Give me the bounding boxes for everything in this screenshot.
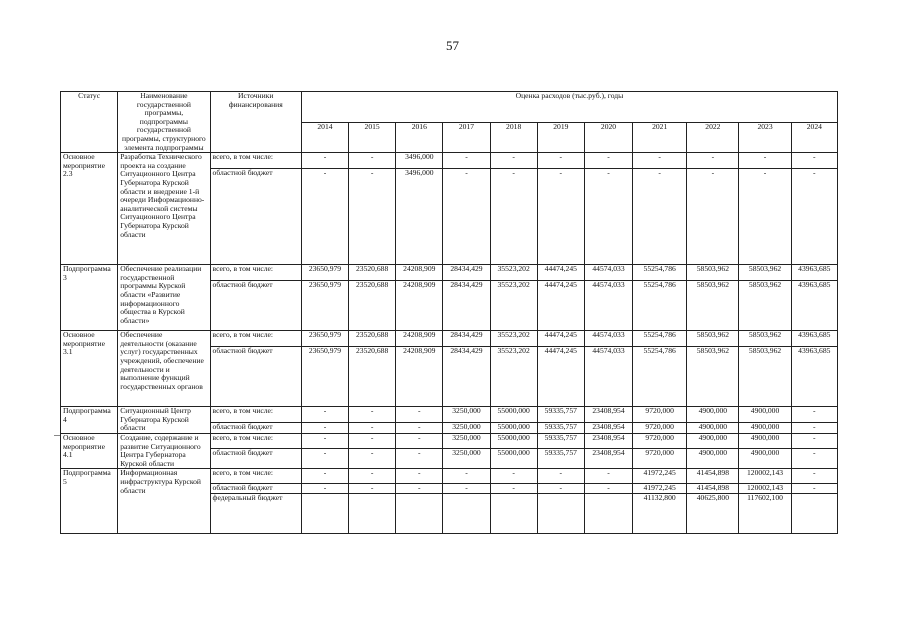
value-cell: 35523,202 (490, 265, 537, 281)
row-name: Создание, содержание и развитие Ситуационного Центра Губернатора Курской области (118, 433, 210, 468)
value-cell: - (791, 407, 837, 422)
year-header: 2021 (633, 122, 687, 153)
value-cell: - (490, 484, 537, 494)
value-cell: 44474,245 (537, 347, 584, 407)
value-cell: - (791, 153, 837, 169)
value-cell: 23650,979 (301, 347, 348, 407)
funding-source: всего, в том числе: (210, 331, 301, 347)
value-cell: 28434,429 (443, 281, 490, 331)
row-status: Подпрограмма 5 (61, 469, 118, 534)
year-header: 2020 (584, 122, 632, 153)
value-cell: 35523,202 (490, 331, 537, 347)
value-cell: 41454,898 (687, 469, 739, 484)
value-cell (584, 493, 632, 533)
value-cell: - (584, 469, 632, 484)
value-cell: 59335,757 (537, 449, 584, 469)
year-header: 2019 (537, 122, 584, 153)
year-header: 2015 (349, 122, 396, 153)
value-cell: - (443, 169, 490, 265)
value-cell: - (584, 153, 632, 169)
value-cell: 59335,757 (537, 433, 584, 448)
year-header: 2023 (739, 122, 791, 153)
table-row (61, 469, 838, 484)
value-cell: 3250,000 (443, 433, 490, 448)
value-cell: 3250,000 (443, 422, 490, 433)
value-cell: 120002,143 (739, 469, 791, 484)
year-header: 2024 (791, 122, 837, 153)
value-cell: 58503,962 (739, 347, 791, 407)
funding-source: всего, в том числе: (210, 265, 301, 281)
value-cell: 4900,000 (739, 449, 791, 469)
value-cell: - (687, 153, 739, 169)
value-cell: 9720,000 (633, 407, 687, 422)
value-cell: 9720,000 (633, 449, 687, 469)
value-cell: - (301, 169, 348, 265)
row-name: Обеспечение реализации государственной программы Курской области «Развитие информационного общества в Курской области» (118, 265, 210, 331)
value-cell: - (396, 469, 443, 484)
value-cell: - (791, 469, 837, 484)
value-cell: 55254,786 (633, 331, 687, 347)
value-cell (349, 493, 396, 533)
value-cell: 23520,688 (349, 347, 396, 407)
funding-source: областной бюджет (210, 484, 301, 494)
value-cell: - (349, 407, 396, 422)
value-cell: 44574,033 (584, 281, 632, 331)
value-cell: 9720,000 (633, 422, 687, 433)
value-cell: 55254,786 (633, 265, 687, 281)
row-name: Обеспечение деятельности (оказание услуг) государственных учреждений, обеспечение деятельности и выполнение функций государственных органов (118, 331, 210, 407)
value-cell: 24208,909 (396, 265, 443, 281)
table-row (61, 407, 838, 422)
margin-mark (54, 435, 60, 436)
value-cell: 44474,245 (537, 331, 584, 347)
value-cell: - (349, 169, 396, 265)
value-cell: - (443, 153, 490, 169)
value-cell: 24208,909 (396, 347, 443, 407)
value-cell: - (739, 153, 791, 169)
value-cell: 55000,000 (490, 422, 537, 433)
value-cell: 117602,100 (739, 493, 791, 533)
value-cell: 35523,202 (490, 281, 537, 331)
year-header: 2017 (443, 122, 490, 153)
value-cell: - (537, 484, 584, 494)
year-header: 2014 (301, 122, 348, 153)
value-cell: 58503,962 (687, 265, 739, 281)
value-cell: - (396, 422, 443, 433)
value-cell: 23408,954 (584, 433, 632, 448)
row-name: Разработка Технического проекта на создание Ситуационного Центра Губернатора Курской области и внедрение 1-й очереди Информационно-аналитической системы Ситуационного Центра Губернатора Курской области (118, 153, 210, 265)
value-cell: - (633, 153, 687, 169)
row-name: Информационная инфраструктура Курской области (118, 469, 210, 534)
value-cell (443, 493, 490, 533)
value-cell: 59335,757 (537, 407, 584, 422)
row-status: Основное мероприятие 3.1 (61, 331, 118, 407)
value-cell: 58503,962 (739, 331, 791, 347)
value-cell: 44574,033 (584, 265, 632, 281)
value-cell: 24208,909 (396, 281, 443, 331)
value-cell: 43963,685 (791, 331, 837, 347)
table-row (61, 265, 838, 281)
header-sources: Источники финансирования (210, 92, 301, 153)
header-status: Статус (61, 92, 118, 153)
value-cell: - (537, 153, 584, 169)
value-cell: 55000,000 (490, 407, 537, 422)
value-cell: 58503,962 (687, 331, 739, 347)
value-cell: - (443, 469, 490, 484)
funding-source: всего, в том числе: (210, 433, 301, 448)
value-cell: 44474,245 (537, 265, 584, 281)
value-cell: 4900,000 (687, 422, 739, 433)
row-status: Подпрограмма 3 (61, 265, 118, 331)
header-estimate: Оценка расходов (тыс.руб.), годы (301, 92, 837, 123)
value-cell: 23520,688 (349, 281, 396, 331)
value-cell: - (443, 484, 490, 494)
value-cell: 4900,000 (687, 407, 739, 422)
value-cell: 58503,962 (687, 281, 739, 331)
value-cell (791, 493, 837, 533)
value-cell: - (490, 153, 537, 169)
value-cell: 55254,786 (633, 347, 687, 407)
value-cell: - (301, 407, 348, 422)
value-cell: 28434,429 (443, 331, 490, 347)
value-cell: 55254,786 (633, 281, 687, 331)
value-cell: 3496,000 (396, 169, 443, 265)
value-cell: - (791, 484, 837, 494)
value-cell: 120002,143 (739, 484, 791, 494)
table-row (61, 153, 838, 169)
value-cell: 3250,000 (443, 449, 490, 469)
value-cell: - (791, 449, 837, 469)
value-cell (537, 493, 584, 533)
value-cell: - (349, 469, 396, 484)
value-cell: 23520,688 (349, 265, 396, 281)
value-cell (490, 493, 537, 533)
funding-source: федеральный бюджет (210, 493, 301, 533)
value-cell: 58503,962 (687, 347, 739, 407)
row-status: Подпрограмма 4 (61, 407, 118, 434)
value-cell: 43963,685 (791, 281, 837, 331)
value-cell: - (396, 484, 443, 494)
funding-source: областной бюджет (210, 281, 301, 331)
value-cell: 44574,033 (584, 331, 632, 347)
value-cell: 4900,000 (687, 433, 739, 448)
value-cell: - (349, 449, 396, 469)
value-cell: 43963,685 (791, 347, 837, 407)
value-cell: 23408,954 (584, 407, 632, 422)
value-cell: 55000,000 (490, 449, 537, 469)
value-cell: - (490, 469, 537, 484)
value-cell: 28434,429 (443, 265, 490, 281)
value-cell: - (537, 469, 584, 484)
row-name: Ситуационный Центр Губернатора Курской области (118, 407, 210, 434)
funding-source: всего, в том числе: (210, 469, 301, 484)
value-cell: 23408,954 (584, 449, 632, 469)
value-cell: 23650,979 (301, 281, 348, 331)
value-cell: - (349, 433, 396, 448)
value-cell: - (301, 153, 348, 169)
value-cell: 28434,429 (443, 347, 490, 407)
table-body (61, 153, 838, 534)
value-cell: - (584, 169, 632, 265)
value-cell: 58503,962 (739, 281, 791, 331)
year-header: 2022 (687, 122, 739, 153)
value-cell: - (584, 484, 632, 494)
year-header: 2016 (396, 122, 443, 153)
value-cell: 59335,757 (537, 422, 584, 433)
year-header: 2018 (490, 122, 537, 153)
value-cell: 43963,685 (791, 265, 837, 281)
value-cell: - (396, 407, 443, 422)
funding-source: всего, в том числе: (210, 153, 301, 169)
funding-source: областной бюджет (210, 422, 301, 433)
value-cell: - (301, 449, 348, 469)
value-cell: - (301, 484, 348, 494)
value-cell (301, 493, 348, 533)
value-cell: 24208,909 (396, 331, 443, 347)
value-cell: 35523,202 (490, 347, 537, 407)
value-cell: 4900,000 (739, 433, 791, 448)
value-cell: - (396, 433, 443, 448)
table-row (61, 433, 838, 448)
value-cell: 4900,000 (739, 422, 791, 433)
value-cell: 40625,800 (687, 493, 739, 533)
value-cell: 55000,000 (490, 433, 537, 448)
value-cell: 58503,962 (739, 265, 791, 281)
value-cell: - (301, 469, 348, 484)
value-cell: 41972,245 (633, 469, 687, 484)
value-cell: 9720,000 (633, 433, 687, 448)
value-cell: 44574,033 (584, 347, 632, 407)
value-cell: - (349, 422, 396, 433)
row-status: Основное мероприятие 4.1 (61, 433, 118, 468)
value-cell (396, 493, 443, 533)
header-name: Наименование государственной программы, подпрограммы государственной программы, структурного элемента подпрограммы (118, 92, 210, 153)
value-cell: 41454,898 (687, 484, 739, 494)
table-row (61, 331, 838, 347)
value-cell: - (396, 449, 443, 469)
value-cell: - (537, 169, 584, 265)
value-cell: - (349, 153, 396, 169)
value-cell: 41972,245 (633, 484, 687, 494)
value-cell: - (633, 169, 687, 265)
page-number: 57 (446, 38, 459, 53)
value-cell: 3496,000 (396, 153, 443, 169)
value-cell: 23650,979 (301, 331, 348, 347)
funding-source: областной бюджет (210, 169, 301, 265)
value-cell: - (490, 169, 537, 265)
value-cell: - (301, 433, 348, 448)
funding-source: областной бюджет (210, 347, 301, 407)
value-cell: - (739, 169, 791, 265)
value-cell: 23520,688 (349, 331, 396, 347)
value-cell: 4900,000 (687, 449, 739, 469)
value-cell: - (687, 169, 739, 265)
value-cell: - (301, 422, 348, 433)
row-status: Основное мероприятие 2.3 (61, 153, 118, 265)
value-cell: 41132,800 (633, 493, 687, 533)
value-cell: 23408,954 (584, 422, 632, 433)
budget-table (60, 91, 838, 534)
value-cell: 23650,979 (301, 265, 348, 281)
value-cell: - (791, 433, 837, 448)
value-cell: 4900,000 (739, 407, 791, 422)
value-cell: - (349, 484, 396, 494)
value-cell: 3250,000 (443, 407, 490, 422)
value-cell: - (791, 169, 837, 265)
funding-source: всего, в том числе: (210, 407, 301, 422)
funding-source: областной бюджет (210, 449, 301, 469)
value-cell: 44474,245 (537, 281, 584, 331)
value-cell: - (791, 422, 837, 433)
